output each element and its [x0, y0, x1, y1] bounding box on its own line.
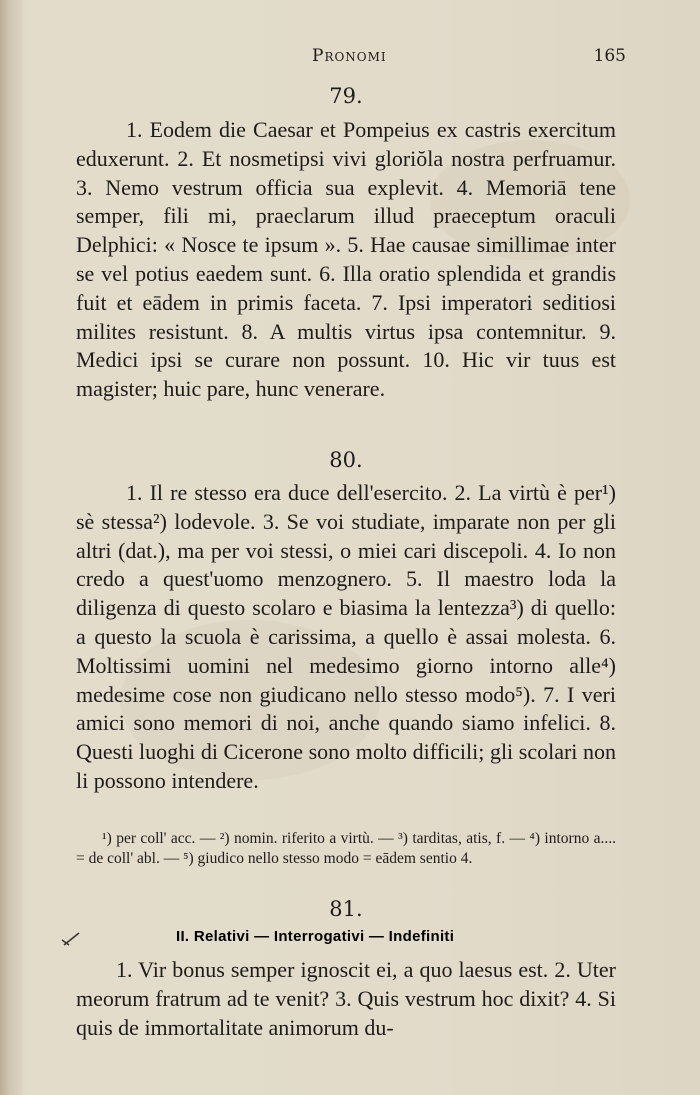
exercise-text — [76, 479, 616, 796]
exercise-paragraph: 1. Eodem die Caesar et Pompeius ex castris exercitum eduxerunt. 2. Et nosmetipsi vivi gloriŏla nostra perfruamur. 3. Nemo vestrum officia sua explevit. 4. Memoriā tene semper, fili mi, praeclarum illud praeceptum oraculi Delphici: « Nosce te ipsum ». 5. Hae causae simillimae inter se vel potius eaedem sunt. 6. Illa oratio splendida et grandis fuit et eādem in primis faceta. 7. Ipsi imperatori seditiosi milites resistunt. 8. A multis virtus ipsa contemnitur. 9. Medici ipsi se curare non possunt. 10. Hic vir tuus est magister; huic pare, hunc venerare. — [76, 117, 616, 402]
exercise-paragraph: 1. Il re stesso era duce dell'esercito. 2. La virtù è per¹) sè stessa²) lodevole. 3. Se voi studiate, imparate non per gli altri (dat.), ma per voi stessi, o miei cari discepoli. 4. Io non credo a quest'uomo menzognero. 5. Il maestro loda la diligenza di questo scolaro e biasima la lentezza³) di quello: a questo la scuola è carissima, a quello è assai molesta. 6. Moltissimi uomini nel medesimo giorno intorno alle⁴) medesime cose non giudicano nello stesso modo⁵). 7. I veri amici sono memori di noi, anche quando siamo infelici. 8. Questi luoghi di Cicerone sono molto difficili; gli scolari non li possono intendere. — [76, 480, 616, 793]
pencil-check-mark — [60, 930, 82, 948]
exercise-text — [76, 956, 616, 1042]
page-header — [76, 46, 626, 70]
exercise-number: 79. — [329, 84, 363, 108]
footnotes — [76, 829, 616, 869]
page-spine-shadow — [0, 0, 22, 1095]
page-number: 165 — [593, 46, 626, 66]
exercise-text — [76, 116, 616, 404]
exercise-paragraph: 1. Vir bonus semper ignoscit ei, a quo laesus est. 2. Uter meorum fratrum ad te venit? 3. Quis vestrum hoc dixit? 4. Si quis de immortalitate animorum du- — [76, 957, 616, 1040]
section-heading: II. Relativi — Interrogativi — Indefiniti — [176, 928, 455, 945]
exercise-number: 80. — [329, 448, 363, 472]
running-title: Pronomi — [312, 46, 387, 66]
exercise-number: 81. — [329, 897, 363, 921]
footnote-text: ¹) per coll' acc. — ²) nomin. riferito a virtù. — ³) tarditas, atis, f. — ⁴) intorno a.... = de coll' abl. — ⁵) giudico nello stesso modo = eādem sentio 4. — [76, 830, 616, 867]
